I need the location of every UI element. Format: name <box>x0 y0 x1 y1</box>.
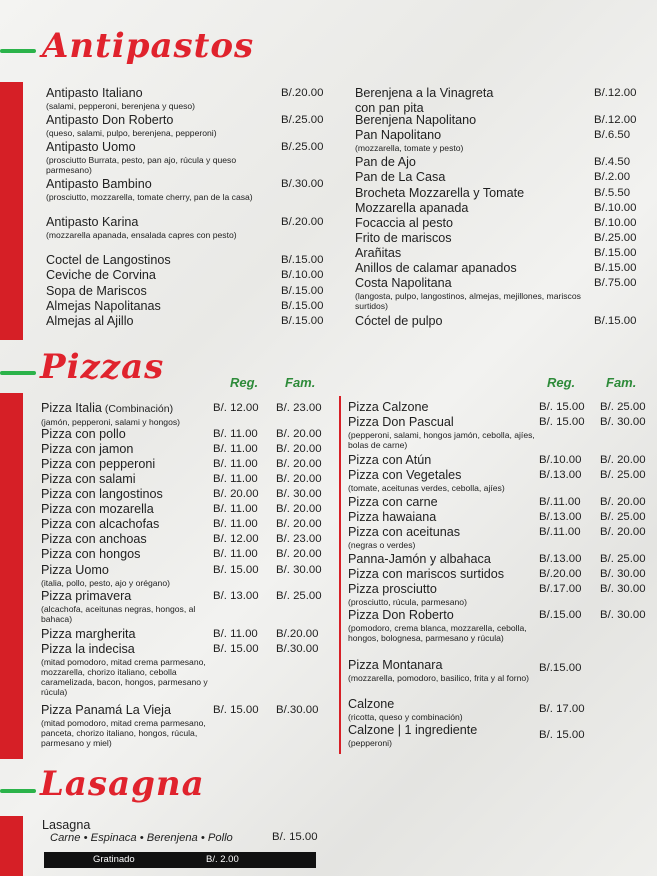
antipasto-left-item-name <box>46 140 271 155</box>
antipasto-left-item <box>46 86 271 111</box>
reg-header-left: Reg. <box>230 375 259 390</box>
pizza-right-item-title: Pizza Calzone <box>348 400 429 414</box>
antipasto-left-item-title: Sopa de Mariscos <box>46 284 147 298</box>
pizza-left-fam: B/. 20.00 <box>276 518 322 530</box>
antipasto-right-price: B/.4.50 <box>594 156 631 168</box>
pizza-right-reg: B/.11.00 <box>539 526 581 538</box>
pizza-left-item-name <box>41 427 211 442</box>
antipasto-left-item-title: Antipasto Karina <box>46 215 139 229</box>
antipasto-right-item <box>355 128 585 153</box>
pizza-left-item <box>41 627 211 642</box>
pizza-right-reg: B/.13.00 <box>539 469 582 481</box>
pizza-left-item-title: Pizza Uomo <box>41 563 109 577</box>
pizza-left-item <box>41 472 211 487</box>
pizza-right-item-title: Pizza prosciutto <box>348 582 437 596</box>
antipasto-left-price: B/.15.00 <box>281 285 324 297</box>
antipasto-right-item <box>355 276 585 311</box>
antipasto-left-item-name <box>46 177 271 192</box>
pizza-left-reg: B/. 11.00 <box>213 628 258 640</box>
antipasto-left-item-desc: (prosciutto Burrata, pesto, pan ajo, rúcula y queso parmesano) <box>46 155 237 175</box>
pizza-right-item-desc: (tomate, aceitunas verdes, cebolla, ajíes) <box>348 483 505 493</box>
antipasto-right-item-title: Anillos de calamar apanados <box>355 261 517 275</box>
pizza-right-reg: B/.10.00 <box>539 454 582 466</box>
antipasto-right-item-name <box>355 231 585 246</box>
antipasto-left-price: B/.15.00 <box>281 254 324 266</box>
pizza-right-item-title: Pizza con aceitunas <box>348 525 461 539</box>
pizza-left-reg: B/. 11.00 <box>213 473 258 485</box>
pizza-left-item <box>41 517 211 532</box>
pizza-left-fam: B/. 30.00 <box>276 564 322 576</box>
antipasto-right-item-name <box>355 113 585 128</box>
pizza-left-item-title: Pizza con mozarella <box>41 502 154 516</box>
pizza-left-reg: B/. 12.00 <box>213 533 259 545</box>
antipasto-left-price: B/.10.00 <box>281 269 324 281</box>
antipasto-left-item-name <box>46 284 271 299</box>
antipasto-left-item-name <box>46 299 271 314</box>
antipasto-left-item-desc: (queso, salami, pulpo, berenjena, pepperoni) <box>46 128 217 138</box>
antipasto-left-item-title: Coctel de Langostinos <box>46 253 171 267</box>
pizza-left-item-title: Pizza margherita <box>41 627 136 641</box>
antipasto-right-item <box>355 113 585 128</box>
antipasto-left-item-name <box>46 268 271 283</box>
antipasto-right-item <box>355 186 585 201</box>
pizza-right-fam: B/. 30.00 <box>600 568 646 580</box>
antipasto-left-item-name <box>46 253 271 268</box>
pizza-right-item-name <box>348 552 536 567</box>
gratinado-label: Gratinado <box>93 854 135 865</box>
pizza-right-reg: B/.13.00 <box>539 511 582 523</box>
pizza-right-item-name <box>348 723 536 738</box>
pizza-left-item <box>41 442 211 457</box>
antipasto-right-item-name <box>355 186 585 201</box>
pizza-right-item-title: Pizza con Atún <box>348 453 432 467</box>
pizza-right-item-desc: (ricotta, queso y combinación) <box>348 712 463 722</box>
antipastos-green-line <box>0 49 36 53</box>
antipasto-right-item-desc: (mozzarella, tomate y pesto) <box>355 143 464 153</box>
pizza-left-item-desc: (jamón, pepperoni, salami y hongos) <box>41 417 181 427</box>
antipastos-red-bar <box>0 82 23 340</box>
antipasto-left-item <box>46 314 271 329</box>
antipasto-right-item-title: Costa Napolitana <box>355 276 452 290</box>
pizza-left-reg: B/. 15.00 <box>213 564 259 576</box>
pizza-left-fam: B/.30.00 <box>276 643 319 655</box>
pizza-right-reg: B/. 15.00 <box>539 401 585 413</box>
pizza-left-item-title: Pizza con pollo <box>41 427 126 441</box>
pizza-right-reg: B/.13.00 <box>539 553 582 565</box>
pizza-left-reg: B/. 15.00 <box>213 704 259 716</box>
pizza-left-fam: B/. 25.00 <box>276 590 322 602</box>
pizza-right-fam: B/. 20.00 <box>600 496 646 508</box>
pizza-left-reg: B/. 11.00 <box>213 548 258 560</box>
antipasto-right-item-name <box>355 314 585 329</box>
pizza-left-item-title: Pizza con salami <box>41 472 136 486</box>
pizza-right-fam: B/. 30.00 <box>600 583 646 595</box>
pizza-left-item-name <box>41 703 211 718</box>
antipasto-right-item <box>355 216 585 231</box>
pizza-left-item-name <box>41 547 211 562</box>
antipasto-left-price: B/.25.00 <box>281 141 324 153</box>
pizza-left-item-name <box>41 457 211 472</box>
antipasto-right-price: B/.12.00 <box>594 114 637 126</box>
pizza-left-item-name <box>41 502 211 517</box>
antipasto-left-item <box>46 253 271 268</box>
antipasto-left-item <box>46 299 271 314</box>
pizza-right-fam: B/. 20.00 <box>600 454 646 466</box>
pizza-left-fam: B/. 23.00 <box>276 533 322 545</box>
pizza-right-item-desc: (mozzarella, pomodoro, basilico, frita y al forno) <box>348 673 530 683</box>
pizza-left-fam: B/. 20.00 <box>276 428 322 440</box>
antipasto-right-price: B/.75.00 <box>594 277 637 289</box>
antipasto-left-item <box>46 284 271 299</box>
antipasto-right-item <box>355 314 585 329</box>
lasagna-red-bar <box>0 816 23 876</box>
pizza-left-item-title: Pizza Panamá La Vieja <box>41 703 171 717</box>
pizza-left-item <box>41 427 211 442</box>
pizza-left-item <box>41 457 211 472</box>
antipasto-right-item-title: Pan de La Casa <box>355 170 446 184</box>
antipasto-left-item-title: Antipasto Italiano <box>46 86 143 100</box>
pizza-left-fam: B/. 23.00 <box>276 402 322 414</box>
pizza-right-item-name <box>348 658 536 673</box>
pizza-left-item-name <box>41 487 211 502</box>
antipasto-right-item-title: Pan de Ajo <box>355 155 416 169</box>
antipasto-right-price: B/.25.00 <box>594 232 637 244</box>
pizza-right-item <box>348 525 536 550</box>
pizza-right-fam: B/. 30.00 <box>600 609 646 621</box>
pizza-left-item-title: Pizza con anchoas <box>41 532 147 546</box>
lasagna-item-name: Lasagna <box>42 818 91 832</box>
antipasto-left-item-title: Antipasto Bambino <box>46 177 152 191</box>
antipasto-left-item-name <box>46 314 271 329</box>
antipasto-right-item <box>355 231 585 246</box>
antipasto-right-price: B/.12.00 <box>594 87 637 99</box>
pizza-left-item-title: Pizza con alcachofas <box>41 517 160 531</box>
pizza-left-item <box>41 487 211 502</box>
pizza-right-item <box>348 400 536 415</box>
antipasto-left-item-title: Almejas al Ajillo <box>46 314 134 328</box>
antipasto-right-item <box>355 86 505 116</box>
antipasto-right-item-title: Berenjena a la Vinagreta con pan pita <box>355 86 494 115</box>
gratinado-price: B/. 2.00 <box>206 854 239 865</box>
pizza-right-item-title: Pizza Don Roberto <box>348 608 454 622</box>
antipasto-left-price: B/.30.00 <box>281 178 324 190</box>
antipasto-right-item-title: Cóctel de pulpo <box>355 314 443 328</box>
pizza-right-item-title: Calzone | 1 ingrediente <box>348 723 478 737</box>
antipasto-right-price: B/.10.00 <box>594 217 637 229</box>
pizza-right-item <box>348 608 536 643</box>
antipasto-right-item-title: Brocheta Mozzarella y Tomate <box>355 186 525 200</box>
antipasto-left-item <box>46 113 271 138</box>
antipasto-right-item-name <box>355 216 585 231</box>
antipasto-left-item-name <box>46 113 271 128</box>
pizzas-title: Pizzas <box>40 347 165 387</box>
pizza-left-item-name <box>41 401 211 417</box>
antipasto-right-item-title: Arañitas <box>355 246 402 260</box>
antipasto-right-item <box>355 201 585 216</box>
antipasto-left-item-title: Almejas Napolitanas <box>46 299 161 313</box>
antipasto-left-item <box>46 215 271 240</box>
antipasto-left-item-title: Antipasto Uomo <box>46 140 136 154</box>
antipasto-right-item-name <box>355 261 585 276</box>
pizza-left-item <box>41 642 211 697</box>
pizza-right-item <box>348 567 536 582</box>
pizza-left-fam: B/. 20.00 <box>276 458 322 470</box>
pizzas-green-line <box>0 371 36 375</box>
lasagna-price: B/. 15.00 <box>272 831 318 843</box>
pizza-left-item-title: Pizza Italia <box>41 401 102 415</box>
pizza-left-reg: B/. 11.00 <box>213 428 258 440</box>
pizza-right-item <box>348 453 536 468</box>
antipasto-right-item-title: Focaccia al pesto <box>355 216 454 230</box>
pizza-right-reg: B/. 15.00 <box>539 729 585 741</box>
antipasto-right-price: B/.5.50 <box>594 187 631 199</box>
pizza-right-item-name <box>348 582 536 597</box>
pizza-right-item <box>348 697 536 722</box>
antipasto-left-item <box>46 268 271 283</box>
pizza-right-item-name <box>348 567 536 582</box>
antipasto-left-item-title: Ceviche de Corvina <box>46 268 156 282</box>
antipasto-right-item-name <box>355 128 585 143</box>
pizza-right-reg: B/.17.00 <box>539 583 582 595</box>
pizza-right-item-title: Pizza con mariscos surtidos <box>348 567 505 581</box>
antipasto-right-item <box>355 246 585 261</box>
antipasto-right-price: B/.15.00 <box>594 247 637 259</box>
pizza-left-fam: B/.30.00 <box>276 704 319 716</box>
antipasto-right-price: B/.2.00 <box>594 171 631 183</box>
pizza-right-item-name <box>348 510 536 525</box>
antipasto-left-item <box>46 177 271 202</box>
pizza-left-item-title: Pizza con langostinos <box>41 487 163 501</box>
pizza-left-reg: B/. 13.00 <box>213 590 259 602</box>
pizza-right-item-title: Pizza con carne <box>348 495 438 509</box>
antipasto-right-price: B/.6.50 <box>594 129 631 141</box>
pizza-left-item <box>41 589 211 624</box>
pizza-left-reg: B/. 20.00 <box>213 488 259 500</box>
pizza-right-item-name <box>348 453 536 468</box>
pizza-left-item-title: Pizza con pepperoni <box>41 457 156 471</box>
antipasto-right-item-name <box>355 170 585 185</box>
fam-header-left: Fam. <box>285 375 316 390</box>
pizza-left-item-name <box>41 589 211 604</box>
pizza-right-reg: B/. 15.00 <box>539 416 585 428</box>
pizza-left-item <box>41 401 211 427</box>
pizza-left-reg: B/. 15.00 <box>213 643 259 655</box>
pizza-left-item-name <box>41 532 211 547</box>
pizza-left-fam: B/. 20.00 <box>276 548 322 560</box>
pizza-right-item-title: Calzone <box>348 697 395 711</box>
pizza-right-item <box>348 723 536 748</box>
antipasto-left-item-desc: (prosciutto, mozzarella, tomate cherry, pan de la casa) <box>46 192 253 202</box>
pizza-left-item <box>41 532 211 547</box>
pizza-right-item-name <box>348 400 536 415</box>
pizza-left-item <box>41 502 211 517</box>
antipasto-right-item-name <box>355 276 585 291</box>
pizza-left-item-note: (Combinación) <box>101 403 174 415</box>
pizza-left-item-desc: (mitad pomodoro, mitad crema parmesano, mozzarella, chorizo italiano, cebolla caramelizada, bacon, hongos, parmesano y rúcula) <box>41 657 208 697</box>
antipasto-right-item <box>355 155 585 170</box>
pizza-left-item-desc: (italia, pollo, pesto, ajo y orégano) <box>41 578 170 588</box>
gratinado-bar <box>44 852 316 868</box>
pizza-right-item-name <box>348 525 536 540</box>
pizza-right-item-desc: (pepperoni, salami, hongos jamón, cebolla, ajíes, bolas de carne) <box>348 430 535 450</box>
pizza-left-item-title: Pizza con jamon <box>41 442 134 456</box>
pizza-left-fam: B/. 20.00 <box>276 473 322 485</box>
lasagna-title: Lasagna <box>40 764 205 804</box>
antipasto-right-price: B/.15.00 <box>594 315 637 327</box>
pizza-right-item-title: Panna-Jamón y albahaca <box>348 552 491 566</box>
pizza-left-item-desc: (alcachofa, aceitunas negras, hongos, al bahaca) <box>41 604 196 624</box>
antipasto-right-price: B/.10.00 <box>594 202 637 214</box>
antipasto-right-price: B/.15.00 <box>594 262 637 274</box>
pizza-right-item-name <box>348 415 536 430</box>
pizza-right-item <box>348 495 536 510</box>
pizza-right-reg: B/. 17.00 <box>539 703 585 715</box>
pizza-right-item-name <box>348 495 536 510</box>
pizzas-column-divider <box>339 396 341 754</box>
pizza-right-item-desc: (prosciutto, rúcula, parmesano) <box>348 597 467 607</box>
pizza-left-reg: B/. 11.00 <box>213 518 258 530</box>
pizza-right-item <box>348 468 536 493</box>
pizza-right-item-desc: (pomodoro, crema blanca, mozzarella, cebolla, hongos, bolognesa, parmesano y rúcula) <box>348 623 527 643</box>
antipasto-right-item-title: Mozzarella apanada <box>355 201 469 215</box>
antipasto-left-price: B/.25.00 <box>281 114 324 126</box>
antipasto-right-item-title: Pan Napolitano <box>355 128 442 142</box>
antipasto-right-item <box>355 170 585 185</box>
pizza-left-fam: B/. 20.00 <box>276 443 322 455</box>
antipasto-left-item-name <box>46 215 271 230</box>
pizza-right-item-title: Pizza Montanara <box>348 658 443 672</box>
pizza-left-item <box>41 563 211 588</box>
antipasto-right-item-name <box>355 155 585 170</box>
pizza-right-fam: B/. 25.00 <box>600 469 646 481</box>
pizza-right-item-title: Pizza Don Pascual <box>348 415 454 429</box>
pizza-left-item-name <box>41 517 211 532</box>
antipasto-left-item <box>46 140 271 175</box>
pizza-right-item-title: Pizza hawaiana <box>348 510 437 524</box>
pizza-left-reg: B/. 12.00 <box>213 402 259 414</box>
antipasto-left-price: B/.20.00 <box>281 87 324 99</box>
pizza-left-reg: B/. 11.00 <box>213 503 258 515</box>
pizza-left-fam: B/.20.00 <box>276 628 319 640</box>
antipasto-left-item-title: Antipasto Don Roberto <box>46 113 174 127</box>
pizza-right-item-name <box>348 697 536 712</box>
antipasto-right-item <box>355 261 585 276</box>
pizza-left-reg: B/. 11.00 <box>213 458 258 470</box>
pizza-right-item <box>348 582 536 607</box>
pizza-left-item-name <box>41 442 211 457</box>
pizza-left-fam: B/. 30.00 <box>276 488 322 500</box>
antipasto-left-item-name <box>46 86 271 101</box>
antipasto-right-item-name <box>355 86 505 116</box>
pizza-left-item-desc: (mitad pomodoro, mitad crema parmesano, panceta, chorizo italiano, hongos, rúcula, parmesano y miel) <box>41 718 206 748</box>
pizza-right-fam: B/. 20.00 <box>600 526 646 538</box>
pizza-left-item-name <box>41 563 211 578</box>
antipasto-right-item-title: Berenjena Napolitano <box>355 113 477 127</box>
pizza-right-item-desc: (negras o verdes) <box>348 540 416 550</box>
pizzas-red-bar <box>0 393 23 759</box>
pizza-right-fam: B/. 25.00 <box>600 553 646 565</box>
antipasto-left-item-desc: (mozzarella apanada, ensalada capres con pesto) <box>46 230 237 240</box>
pizza-left-item-name <box>41 642 211 657</box>
antipasto-left-item-desc: (salami, pepperoni, berenjena y queso) <box>46 101 196 111</box>
pizza-left-reg: B/. 11.00 <box>213 443 258 455</box>
antipasto-left-price: B/.15.00 <box>281 300 324 312</box>
pizza-left-item <box>41 547 211 562</box>
pizza-right-reg: B/.15.00 <box>539 662 582 674</box>
pizza-right-item <box>348 658 536 683</box>
pizza-right-item-name <box>348 468 536 483</box>
pizza-left-item <box>41 703 211 748</box>
pizza-right-reg: B/.20.00 <box>539 568 582 580</box>
pizza-right-item <box>348 510 536 525</box>
antipasto-left-price: B/.20.00 <box>281 216 324 228</box>
pizza-right-fam: B/. 25.00 <box>600 401 646 413</box>
pizza-left-item-title: Pizza la indecisa <box>41 642 135 656</box>
lasagna-green-line <box>0 789 36 793</box>
pizza-right-item-name <box>348 608 536 623</box>
antipasto-left-price: B/.15.00 <box>281 315 324 327</box>
antipasto-right-item-name <box>355 246 585 261</box>
pizza-right-fam: B/. 30.00 <box>600 416 646 428</box>
antipasto-right-item-name <box>355 201 585 216</box>
pizza-right-item <box>348 415 536 450</box>
pizza-right-fam: B/. 25.00 <box>600 511 646 523</box>
pizza-right-item-desc: (pepperoni) <box>348 738 392 748</box>
pizza-right-item <box>348 552 536 567</box>
pizza-left-fam: B/. 20.00 <box>276 503 322 515</box>
lasagna-options: Carne • Espinaca • Berenjena • Pollo <box>50 832 233 844</box>
fam-header-right: Fam. <box>606 375 637 390</box>
pizza-right-reg: B/.11.00 <box>539 496 581 508</box>
pizza-left-item-title: Pizza con hongos <box>41 547 141 561</box>
pizza-right-item-title: Pizza con Vegetales <box>348 468 462 482</box>
antipasto-right-item-title: Frito de mariscos <box>355 231 452 245</box>
pizza-left-item-name <box>41 627 211 642</box>
pizza-left-item-title: Pizza primavera <box>41 589 132 603</box>
reg-header-right: Reg. <box>547 375 576 390</box>
pizza-left-item-name <box>41 472 211 487</box>
antipasto-right-item-desc: (langosta, pulpo, langostinos, almejas, mejillones, mariscos surtidos) <box>355 291 581 311</box>
pizza-right-reg: B/.15.00 <box>539 609 582 621</box>
antipastos-title: Antipastos <box>42 26 255 66</box>
